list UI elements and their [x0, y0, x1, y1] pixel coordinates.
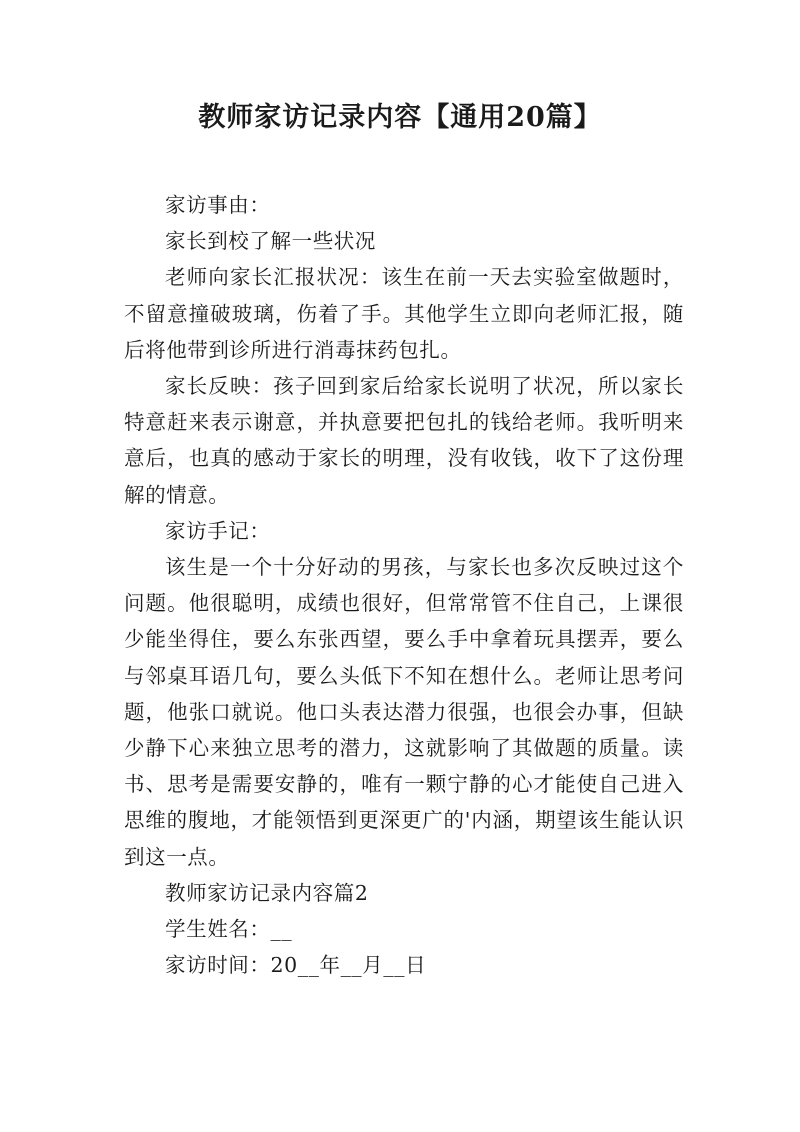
paragraph-teacher-report: 老师向家长汇报状况：该生在前一天去实验室做题时，不留意撞破玻璃，伤着了手。其他学生立即向老师汇报，随后将他带到诊所进行消毒抹药包扎。	[124, 265, 684, 362]
paragraph-parent-feedback: 家长反映：孩子回到家后给家长说明了状况，所以家长特意赶来表示谢意，并执意要把包扎的钱给老师。我听明来意后，也真的感动于家长的明理，没有收钱，收下了这份理解的情意。	[124, 374, 684, 507]
document-title: 教师家访记录内容【通用20篇】	[198, 102, 602, 133]
field-visit-date: 家访时间：20__年__月__日	[165, 953, 427, 978]
paragraph-visit-notes: 该生是一个十分好动的男孩，与家长也多次反映过这个问题。他很聪明，成绩也很好，但常常管不住自己，上课很少能坐得住，要么东张西望，要么手中拿着玩具摆弄，要么与邻桌耳语几句，要么头低下不知在想什么。老师让思考问题，他张口就说。他口头表达潜力很强，也很会办事，但缺少静下心来独立思考的潜力，这就影响了其做题的质量。读书、思考是需要安静的，唯有一颗宁静的心才能使自己进入思维的腹地，才能领悟到更深更广的'内涵，期望该生能认识到这一点。	[124, 555, 684, 869]
document-body	[124, 187, 684, 983]
field-student-name: 学生姓名：__	[165, 917, 293, 942]
paragraph-visit-notes-label: 家访手记：	[165, 518, 271, 543]
section-heading-part-2: 教师家访记录内容篇2	[165, 880, 369, 905]
paragraph-visit-reason-label: 家访事由：	[165, 193, 271, 217]
paragraph-visit-reason: 家长到校了解一些状况	[165, 229, 376, 254]
